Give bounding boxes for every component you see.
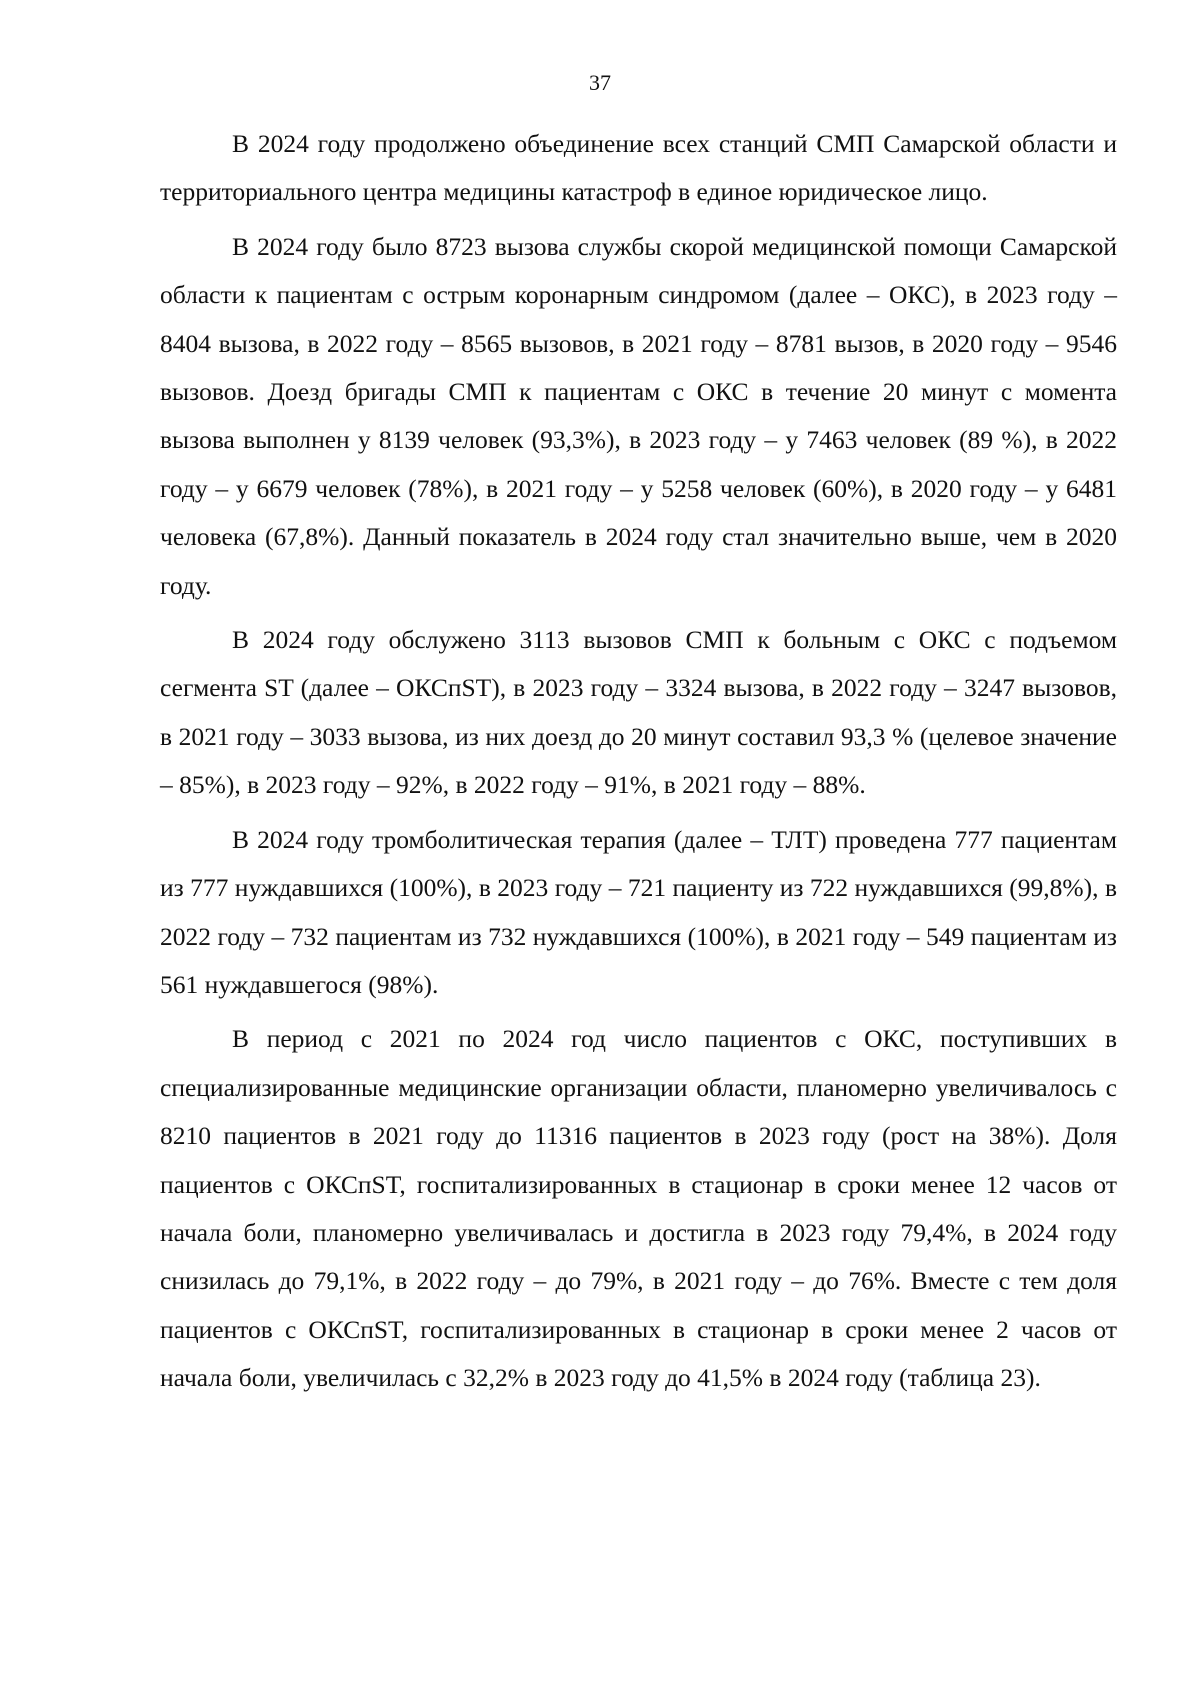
paragraph-oks-calls: В 2024 году было 8723 вызова службы скорой медицинской помощи Самарской области к пациентам с острым коронарным синдромом (далее – ОКС), в 2023 году – 8404 вызова, в 2022 году – 8565 вызовов, в 2021 году – 8781 вызов, в 2020 году – 9546 вызовов. Доезд бригады СМП к пациентам с ОКС в течение 20 минут с момента вызова выполнен у 8139 человек (93,3%), в 2023 году – у 7463 человек (89 %), в 2022 году – у 6679 человек (78%), в 2021 году – у 5258 человек (60%), в 2020 году – у 6481 человека (67,8%). Данный показатель в 2024 году стал значительно выше, чем в 2020 году. <box>160 231 1117 600</box>
document-body <box>160 120 1117 1409</box>
paragraph-tlt-therapy: В 2024 году тромболитическая терапия (далее – ТЛТ) проведена 777 пациентам из 777 нуждавшихся (100%), в 2023 году – 721 пациенту из 722 нуждавшихся (99,8%), в 2022 году – 732 пациентам из 732 нуждавшихся (100%), в 2021 году – 549 пациентам из 561 нуждавшегося (98%). <box>160 824 1117 999</box>
paragraph-smp-merger: В 2024 году продолжено объединение всех станций СМП Самарской области и территориального центра медицины катастроф в единое юридическое лицо. <box>160 129 1117 207</box>
page-number: 37 <box>589 70 611 95</box>
paragraph-hospitalization: В период с 2021 по 2024 год число пациентов с ОКС, поступивших в специализированные медицинские организации области, планомерно увеличивалось с 8210 пациентов в 2021 году до 11316 пациентов в 2023 году (рост на 38%). Доля пациентов с ОКСпST, госпитализированных в стационар в сроки менее 12 часов от начала боли, планомерно увеличивалась и достигла в 2023 году 79,4%, в 2024 году снизилась до 79,1%, в 2022 году – до 79%, в 2021 году – до 76%. Вместе с тем доля пациентов с ОКСпST, госпитализированных в стационар в сроки менее 2 часов от начала боли, увеличилась с 32,2% в 2023 году до 41,5% в 2024 году (таблица 23). <box>160 1024 1117 1393</box>
paragraph-okspst-calls: В 2024 году обслужено 3113 вызовов СМП к больным с ОКС с подъемом сегмента ST (далее – ОКСпST), в 2023 году – 3324 вызова, в 2022 году – 3247 вызовов, в 2021 году – 3033 вызова, из них доезд до 20 минут составил 93,3 % (целевое значение – 85%), в 2023 году – 92%, в 2022 году – 91%, в 2021 году – 88%. <box>160 625 1117 800</box>
